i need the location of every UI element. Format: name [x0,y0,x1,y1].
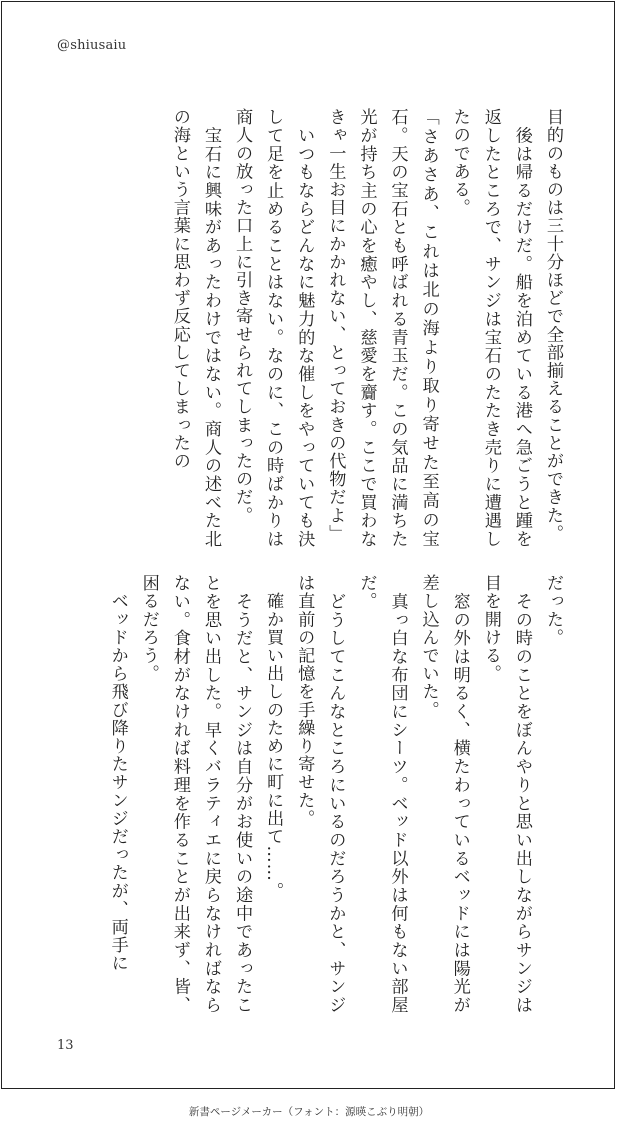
text-block-top [48,108,568,548]
paragraph: 後は帰るだけだ。船を泊めている港へ急ごうと踵を返したところで、サンジは宝石のたたき売りに遭遇したのである。 [449,108,532,548]
author-handle: @shiusaiu [57,38,127,53]
paragraph: ベッドから飛び降りたサンジだったが、両手に [107,574,128,973]
generator-caption: 新書ページメーカー（フォント：源暎こぶり明朝） [188,1106,430,1118]
paragraph: その時のことをぼんやりと思い出しながらサンジは目を開ける。 [480,574,532,1014]
paragraph: そうだと、サンジは自分がお使いの途中であったことを思い出した。早くバラティエに戻らなければならない。食材がなければ料理を作ることが出来ず、皆、困るだろう。 [138,574,253,1014]
paragraph: いつもならどんなに魅力的な催しをやっていても決して足を止めることはない。なのに、この時ばかりは商人の放った口上に引き寄せられてしまったのだ。 [232,108,315,548]
text-block-bottom [48,574,568,1014]
paragraph: 宝石に興味があったわけではない。商人の述べた北の海という言葉に思わず反応してしまったの [169,108,221,548]
paragraph: どうしてこんなところにいるのだろうかと、サンジは直前の記憶を手繰り寄せた。 [294,574,346,1014]
paragraph: 目的のものは三十分ほどで全部揃えることができた。 [543,108,563,543]
page-number: 13 [57,1038,74,1053]
paragraph: 「さあさあ、これは北の海より取り寄せた至高の宝石。天の宝石とも呼ばれる青玉だ。この気品に満ちた光が持ち主の心を癒やし、慈愛を齎す。ここで買わなきゃ一生お目にかかれない、とっておきの代物だよ」 [325,108,439,548]
paragraph: 確か買い出しのために町に出て……。 [263,574,284,900]
paragraph: 真っ白な布団にシーツ。ベッド以外は何もない部屋だ。 [356,574,408,1014]
paragraph: 窓の外は明るく、横たわっているベッドには陽光が差し込んでいた。 [418,574,470,1014]
paragraph: だった。 [543,574,563,647]
book-page [1,1,615,1089]
